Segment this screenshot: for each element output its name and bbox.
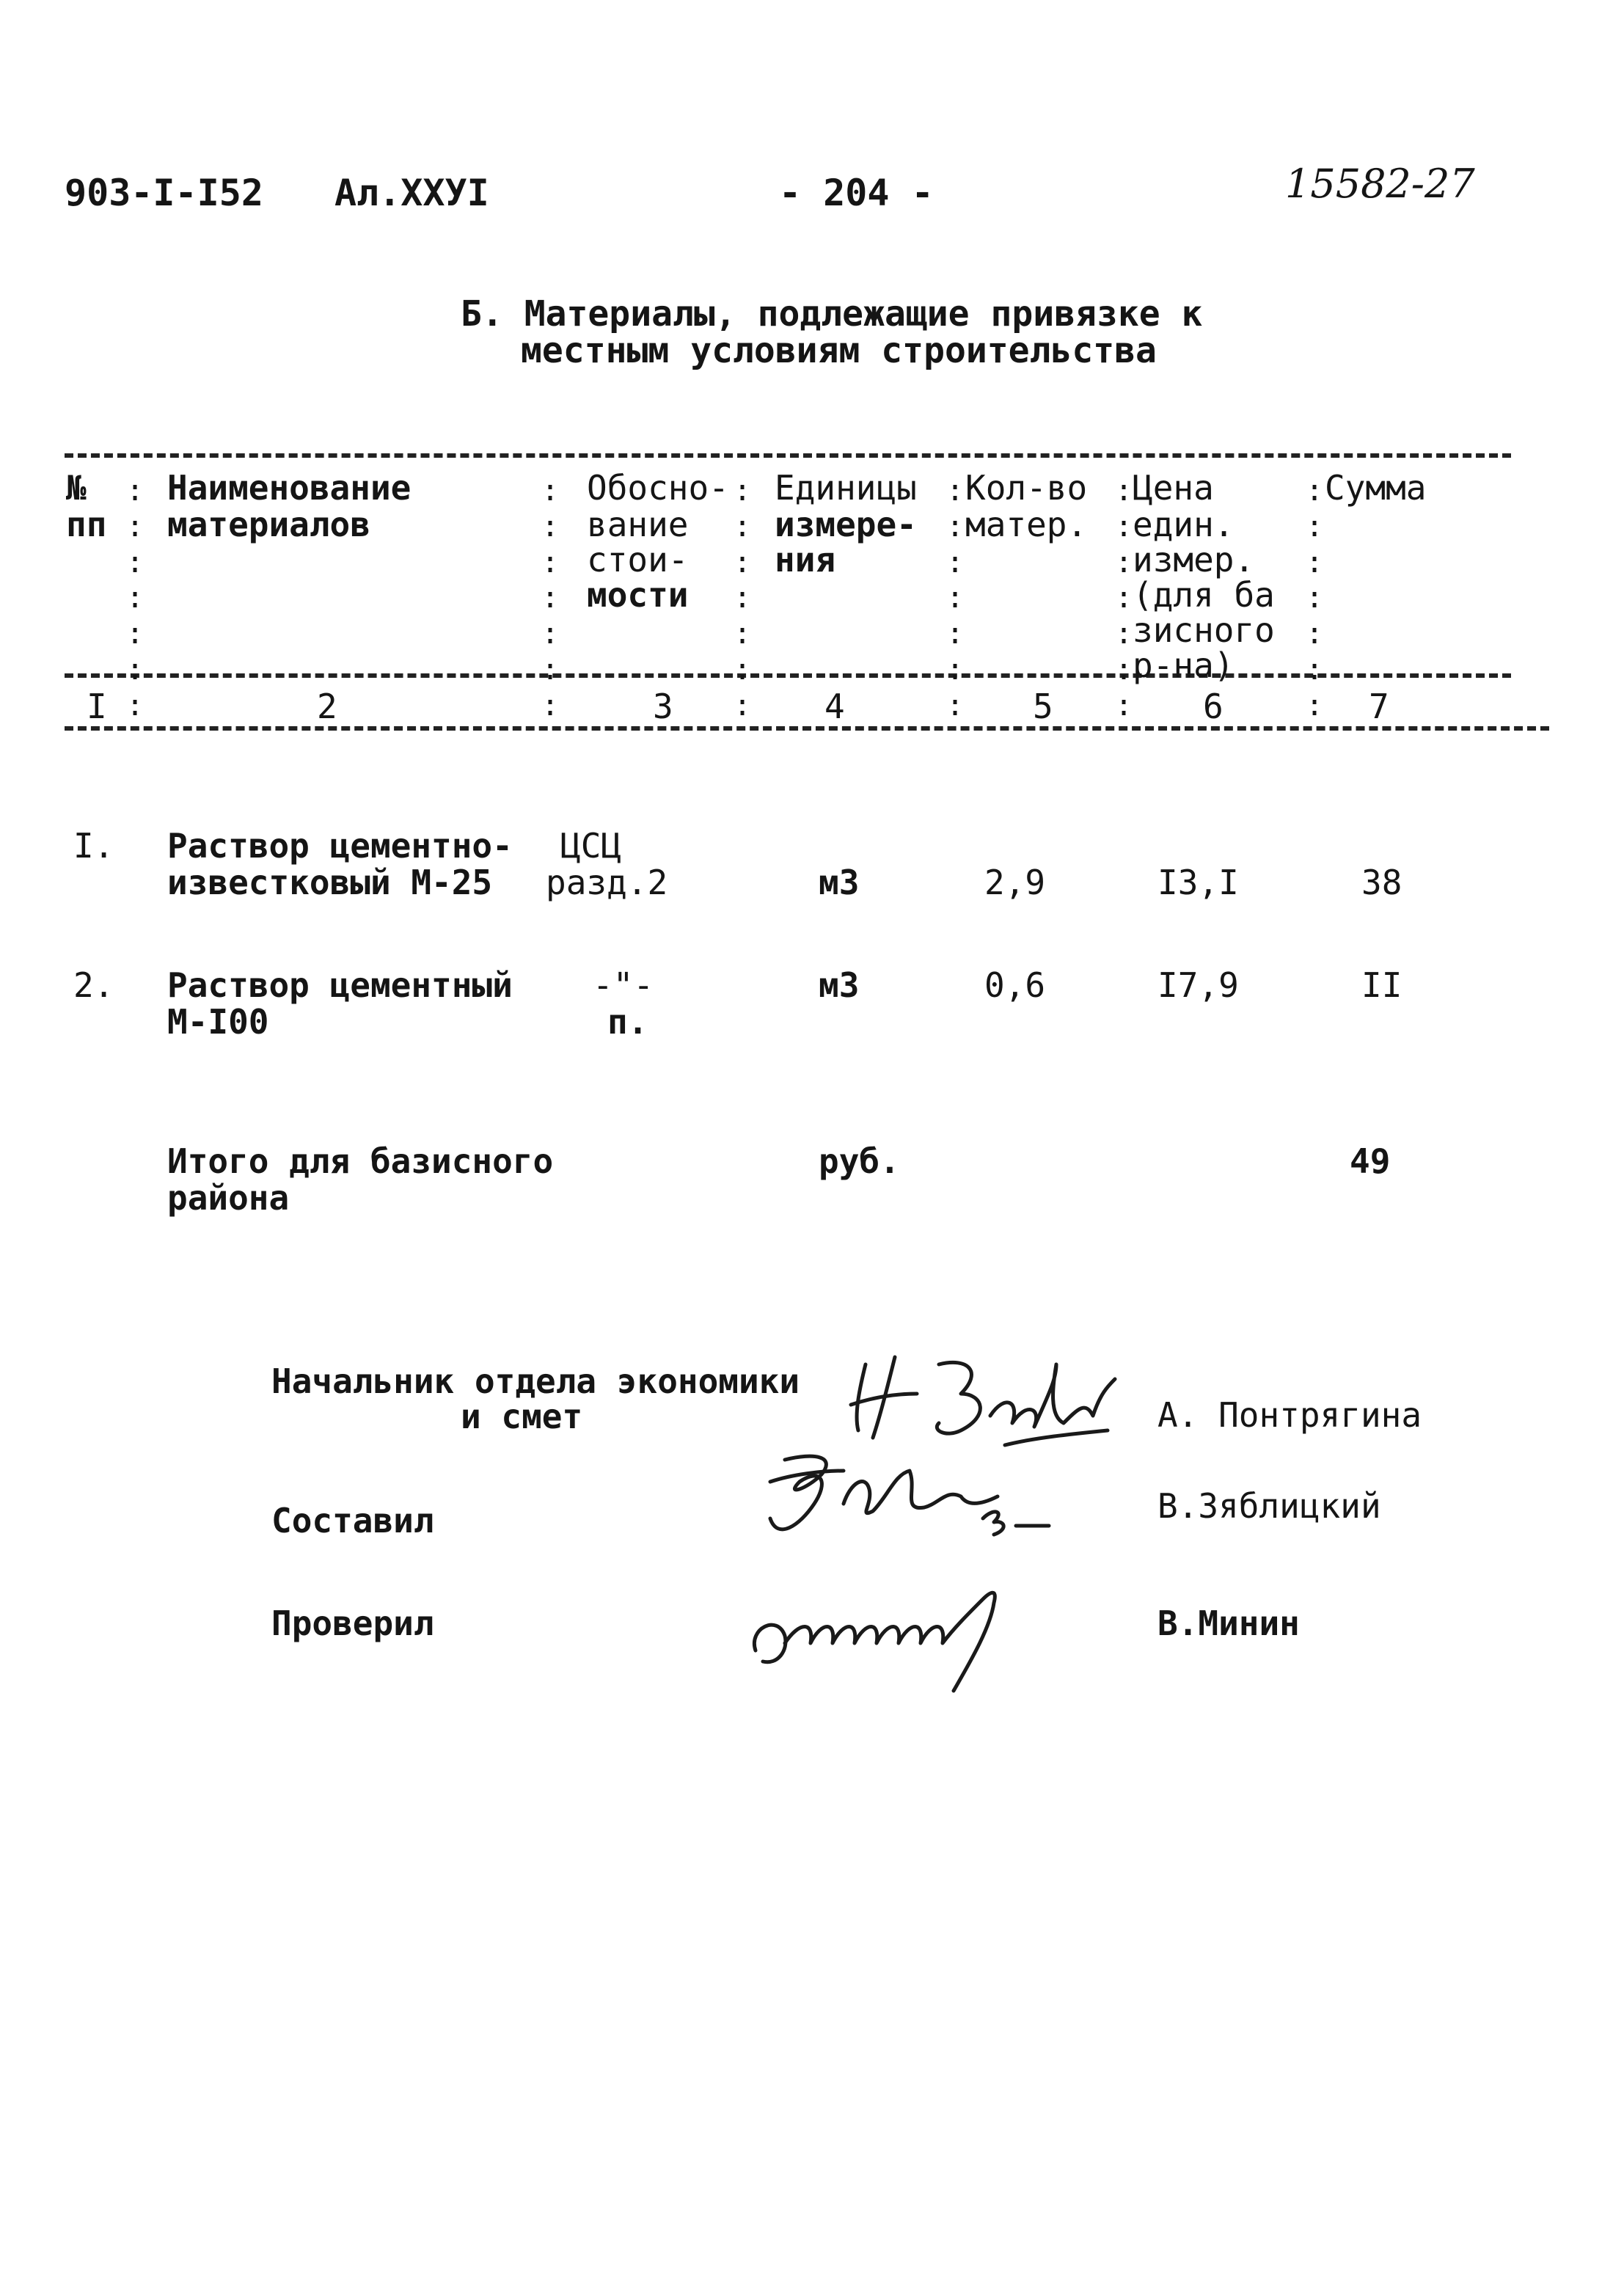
handwritten-signature-head bbox=[844, 1335, 1122, 1452]
signer-name: А. Понтрягина bbox=[1157, 1395, 1422, 1435]
material-name: Раствор цементно- bbox=[167, 826, 513, 866]
table-numbers-rule bbox=[65, 726, 1549, 731]
signer-name: В.Зяблицкий bbox=[1157, 1486, 1381, 1526]
handwritten-signature-composed bbox=[741, 1438, 1064, 1548]
basis: -"- bbox=[593, 965, 654, 1005]
unit-price: I7,9 bbox=[1157, 965, 1239, 1005]
sum: 38 bbox=[1361, 863, 1402, 902]
album-number: Ал.XXУI bbox=[334, 172, 489, 214]
signer-role: Проверил bbox=[271, 1604, 434, 1643]
table-header-rule bbox=[65, 673, 1511, 678]
basis: ЦСЦ bbox=[560, 826, 622, 866]
signer-name: В.Минин bbox=[1157, 1604, 1300, 1643]
total-label: района bbox=[167, 1178, 290, 1218]
signer-role: и смет bbox=[461, 1397, 583, 1436]
row-number: 2. bbox=[73, 965, 114, 1005]
total-sum: 49 bbox=[1350, 1141, 1391, 1181]
material-name: М-I00 bbox=[167, 1002, 269, 1042]
archive-number: 15582-27 bbox=[1285, 161, 1475, 207]
sum: II bbox=[1361, 965, 1402, 1005]
unit-price: I3,I bbox=[1157, 863, 1239, 902]
material-name: известковый М-25 bbox=[167, 863, 493, 902]
basis: разд.2 bbox=[546, 863, 668, 902]
table-top-rule bbox=[65, 453, 1511, 458]
total-label: Итого для базисного bbox=[167, 1141, 554, 1181]
unit: м3 bbox=[819, 965, 860, 1005]
unit: м3 bbox=[819, 863, 860, 902]
total-unit: руб. bbox=[819, 1141, 900, 1181]
document-code: 903-I-I52 bbox=[65, 172, 263, 214]
quantity: 2,9 bbox=[984, 863, 1046, 902]
row-number: I. bbox=[73, 826, 114, 866]
handwritten-signature-checked bbox=[734, 1570, 1042, 1694]
section-title-line-1: Б. Материалы, подлежащие привязке к bbox=[461, 293, 1203, 334]
signer-role: Составил bbox=[271, 1501, 434, 1540]
material-name: Раствор цементный bbox=[167, 965, 513, 1005]
section-title-line-2: местным условиям строительства bbox=[521, 330, 1157, 371]
quantity: 0,6 bbox=[984, 965, 1046, 1005]
basis: п. bbox=[607, 1002, 648, 1042]
page-number: - 204 - bbox=[779, 172, 934, 214]
signer-role: Начальник отдела экономики bbox=[271, 1361, 800, 1401]
